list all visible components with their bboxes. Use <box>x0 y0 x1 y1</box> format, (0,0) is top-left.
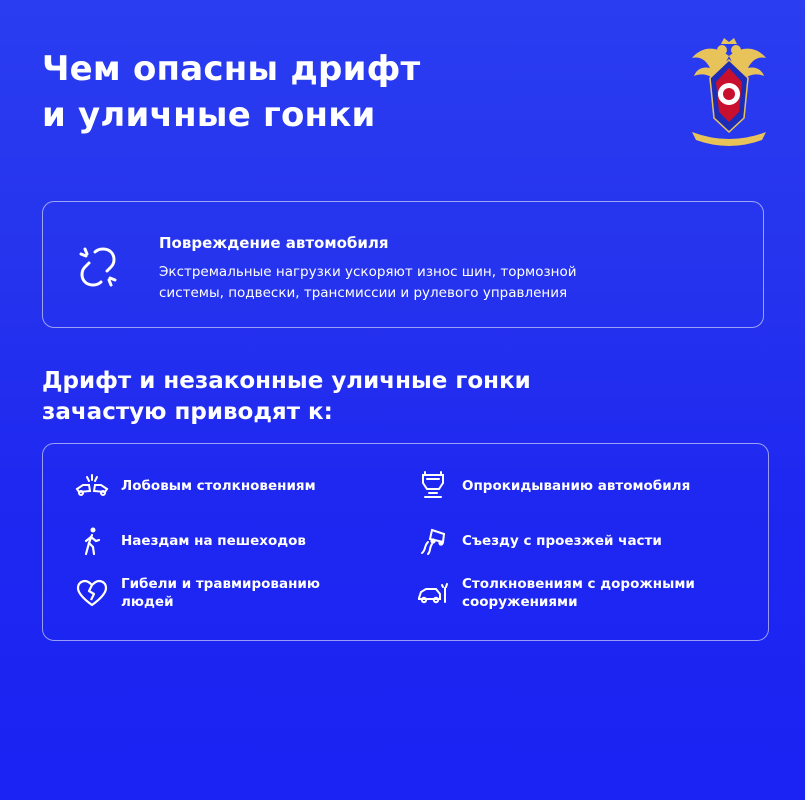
section-subtitle <box>42 366 531 428</box>
car-rollover-icon <box>416 471 450 501</box>
vehicle-damage-text-line-2: системы, подвески, трансмиссии и рулевого управления <box>159 285 568 301</box>
title-line-1: Чем опасны дрифт <box>42 49 421 89</box>
subtitle-line-2: зачастую приводят к: <box>42 399 333 425</box>
vehicle-damage-title: Повреждение автомобиля <box>159 234 389 252</box>
list-item <box>416 471 690 501</box>
vehicle-damage-text-line-1: Экстремальные нагрузки ускоряют износ шин, тормозной <box>159 264 577 280</box>
title-line-2: и уличные гонки <box>42 95 376 135</box>
consequence-label: Наездам на пешеходов <box>121 533 306 549</box>
consequence-label: Съезду с проезжей части <box>462 533 662 549</box>
consequence-label: Опрокидыванию автомобиля <box>462 478 691 494</box>
head-on-collision-icon <box>75 471 109 501</box>
subtitle-line-1: Дрифт и незаконные уличные гонки <box>42 368 531 394</box>
car-skid-icon <box>416 526 450 556</box>
car-crash-barrier-icon <box>416 578 450 608</box>
list-item <box>75 471 316 501</box>
consequence-label: Лобовым столкновениям <box>121 478 316 494</box>
vehicle-damage-description <box>159 262 739 304</box>
list-item <box>75 575 320 611</box>
consequences-card <box>42 443 769 641</box>
list-item <box>75 526 306 556</box>
broken-chain-icon <box>75 244 121 290</box>
list-item <box>416 575 695 611</box>
vehicle-damage-card <box>42 201 764 328</box>
page-title <box>42 46 420 138</box>
pedestrian-icon <box>75 526 109 556</box>
police-emblem-icon <box>686 34 772 146</box>
consequence-label: Столкновениям с дорожными сооружениями <box>462 576 695 610</box>
consequence-label: Гибели и травмированию людей <box>121 576 320 610</box>
broken-heart-icon <box>75 578 109 608</box>
list-item <box>416 526 662 556</box>
